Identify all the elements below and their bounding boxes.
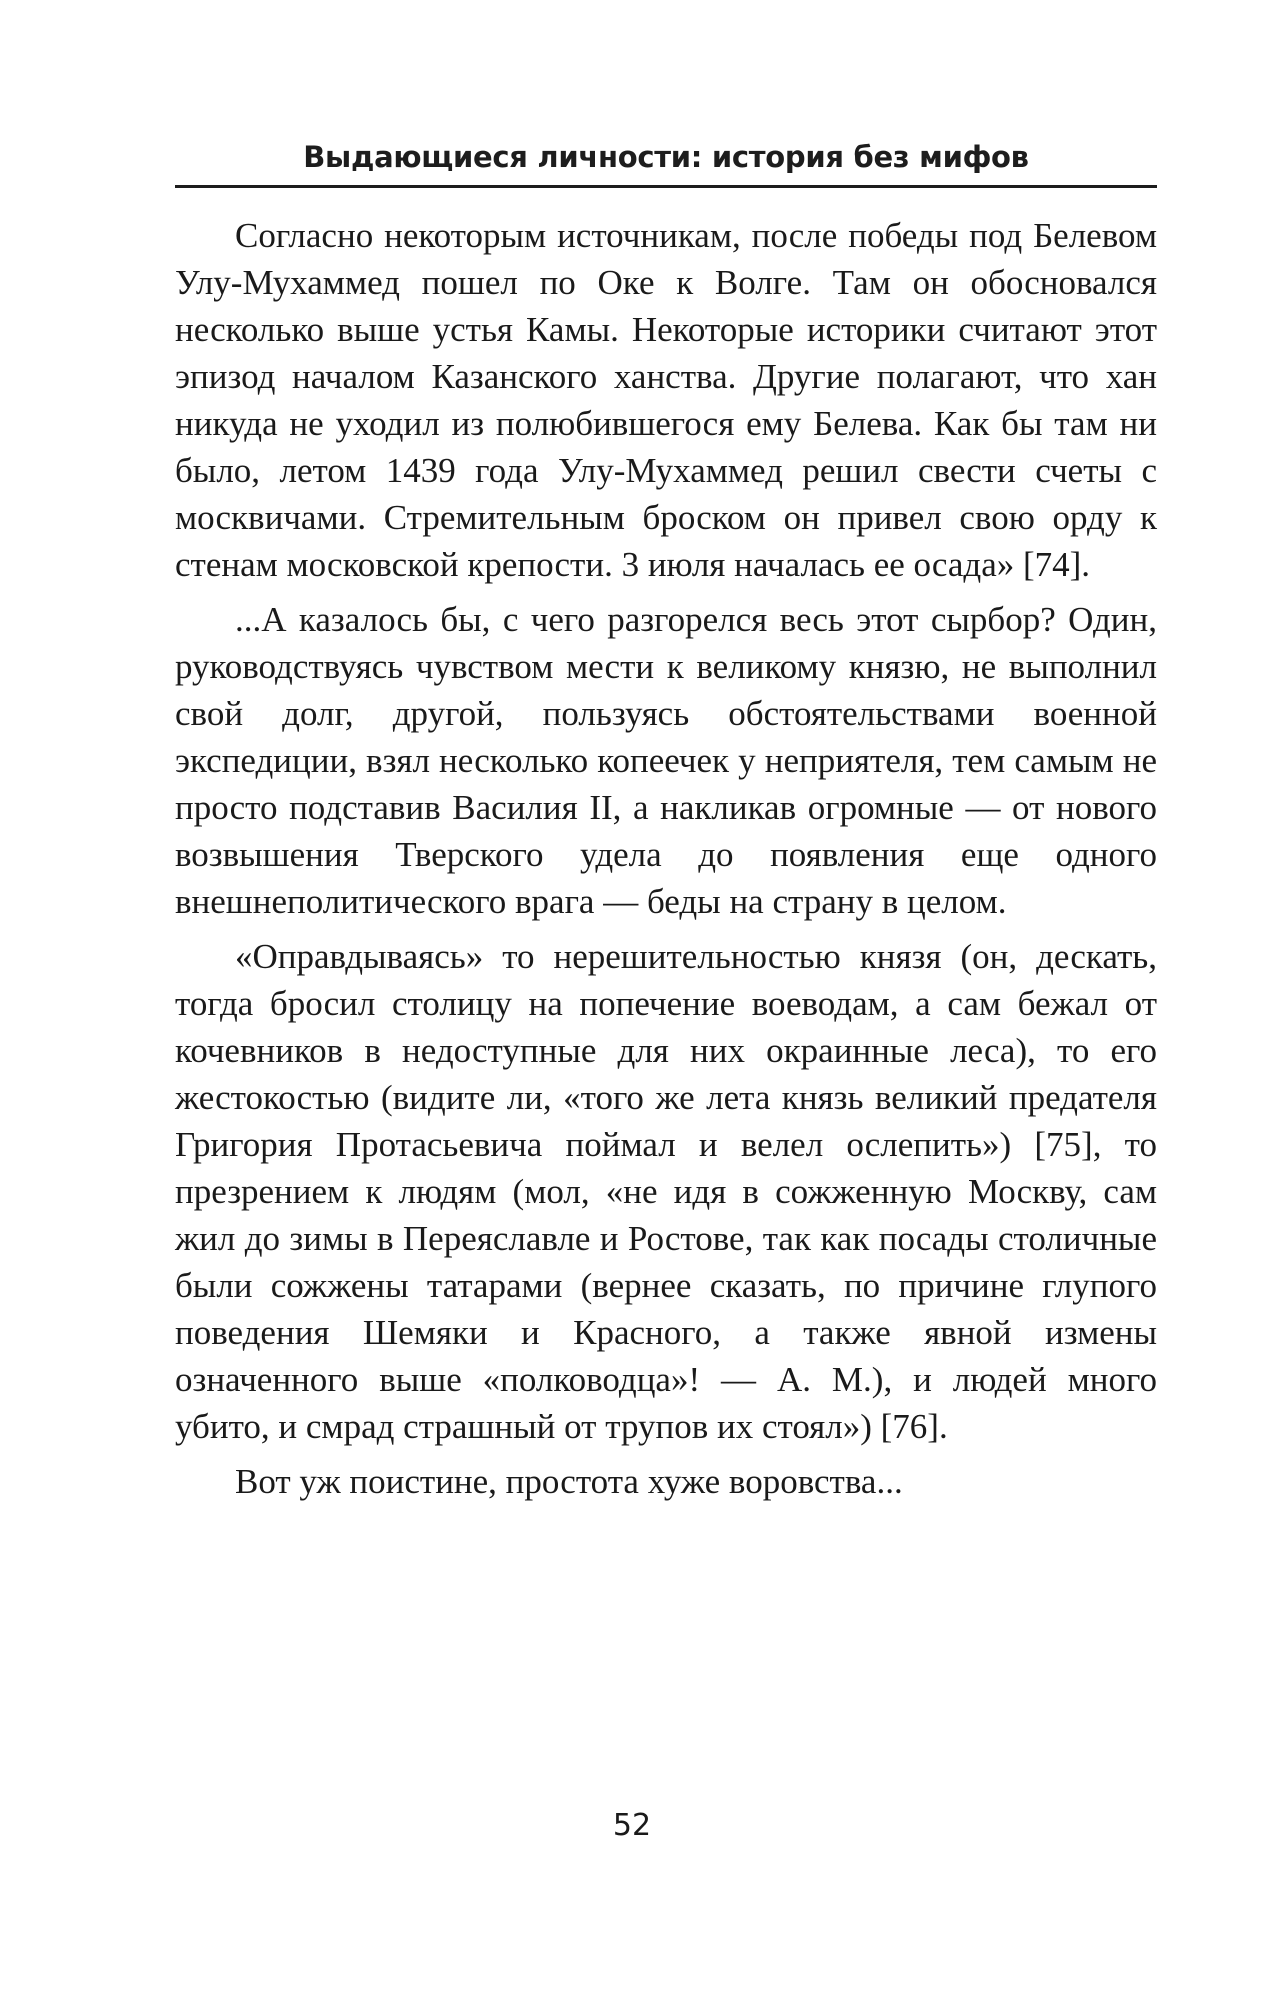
running-head: Выдающиеся личности: история без мифов <box>303 140 1029 174</box>
paragraph-4: Вот уж поистине, простота хуже воровства... <box>235 1462 903 1501</box>
page-number: 52 <box>612 1808 652 1843</box>
body-text <box>175 212 1157 1513</box>
paragraph-3: «Оправдываясь» то нерешительностью князя (он, дескать, тогда бросил столицу на попечение воеводам, а сам бежал от кочевников в недоступные для них окраинные леса), то его жестокостью (видите ли, «того же лета князь великий предателя Григория Протасьевича поймал и велел ослепить») [75], то презрением к людям (мол, «не идя в сожженную Москву, сам жил до зимы в Переяславле и Ростове, так как посады столичные были сожжены татарами (вернее сказать, по причине глупого поведения Шемяки и Красного, а также явной измены означенного выше «полководца»! — А. М.), и людей много убито, и смрад страшный от трупов их стоял») [76]. <box>175 937 1157 1446</box>
paragraph-1: Согласно некоторым источникам, после победы под Белевом Улу-Мухаммед пошел по Оке к Волге. Там он обосновался несколько выше устья Камы. Некоторые историки считают этот эпизод началом Казанского ханства. Другие полагают, что хан никуда не уходил из полюбившегося ему Белева. Как бы там ни было, летом 1439 года Улу-Мухаммед решил свести счеты с москвичами. Стремительным броском он привел свою орду к стенам московской крепости. 3 июля началась ее осада» [74]. <box>175 216 1157 584</box>
paragraph-2: ...А казалось бы, с чего разгорелся весь этот сырбор? Один, руководствуясь чувством мести к великому князю, не выполнил свой долг, другой, пользуясь обстоятельствами военной экспедиции, взял несколько копеечек у неприятеля, тем самым не просто подставив Василия II, а накликав огромные — от нового возвышения Тверского удела до появления еще одного внешнеполитического врага — беды на страну в целом. <box>175 600 1157 921</box>
header-rule <box>175 185 1157 188</box>
